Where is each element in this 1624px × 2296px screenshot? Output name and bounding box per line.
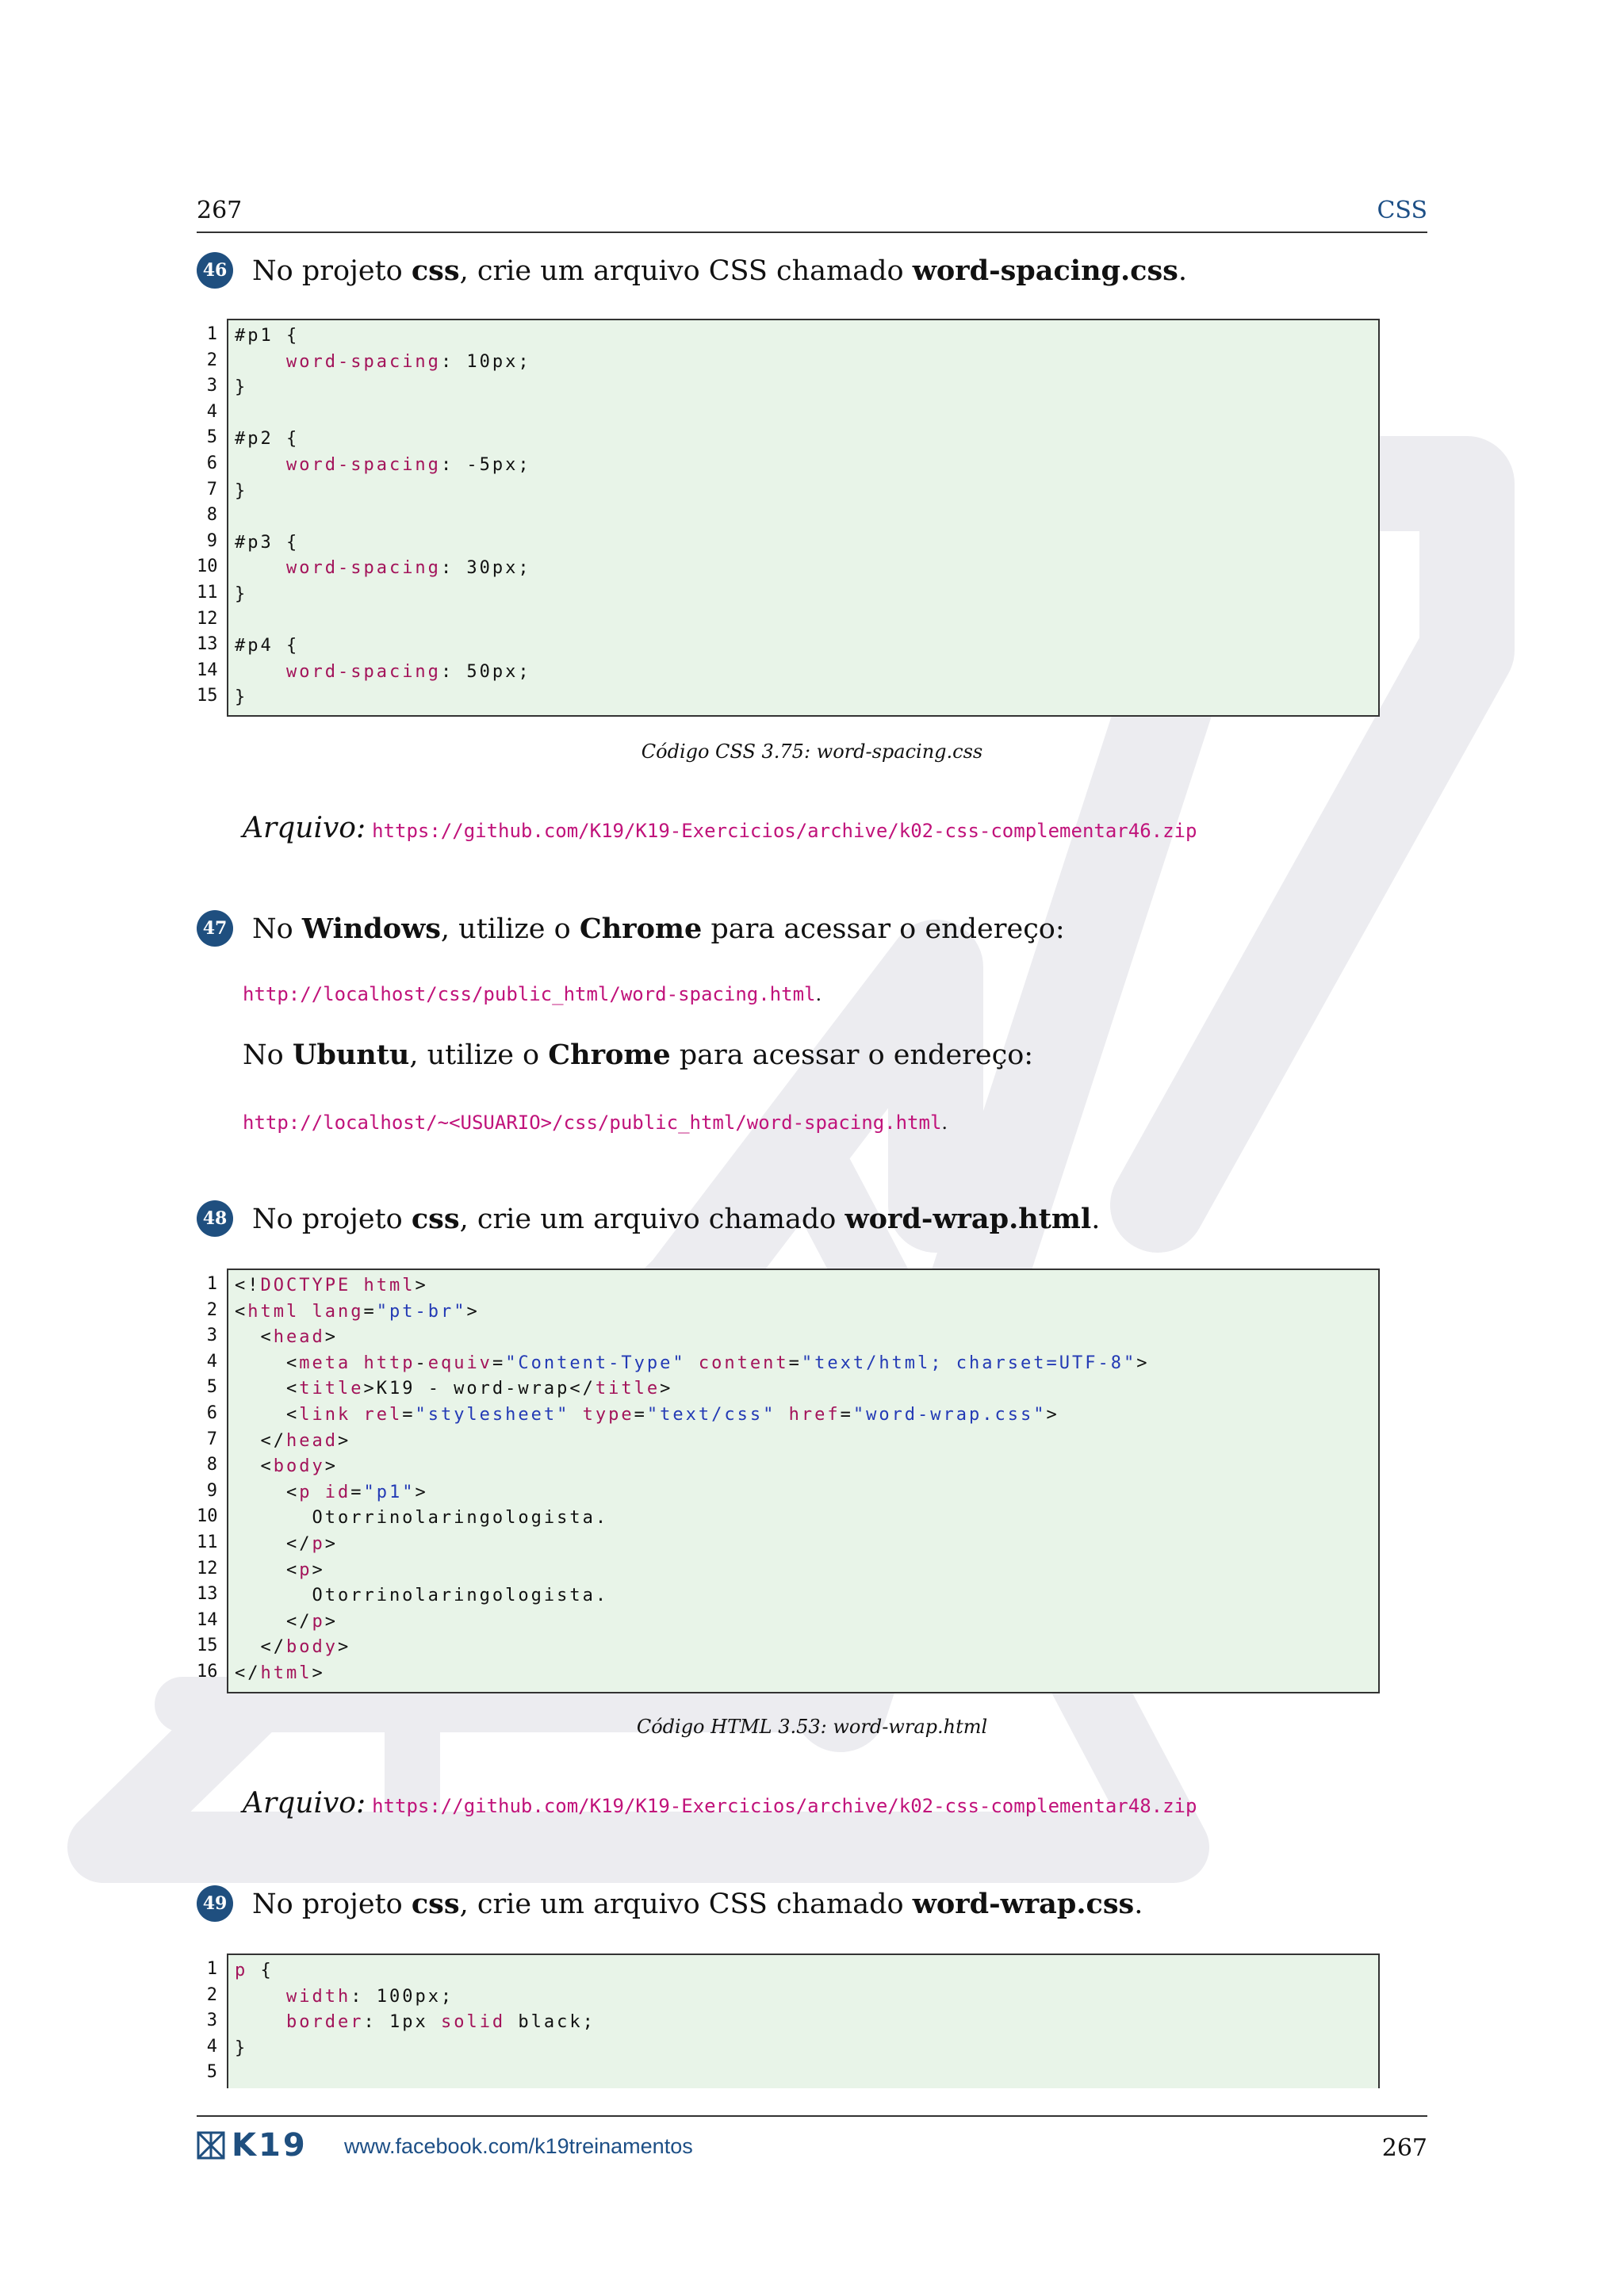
windows-url-link[interactable]: http://localhost/css/public_html/word-spacing.html: [243, 983, 816, 1005]
step-text-bold: word-wrap.html: [845, 1202, 1092, 1235]
code-token: >: [1046, 1404, 1059, 1425]
code-token: =: [492, 1353, 506, 1373]
code-token: >: [337, 1637, 351, 1658]
code-token: title: [595, 1379, 661, 1399]
code-token: [235, 558, 286, 578]
step-text-bold: css: [411, 1202, 460, 1235]
line-number: 4: [206, 1351, 217, 1372]
code-content: [228, 320, 1378, 714]
code-token: head: [285, 1430, 338, 1451]
code-token: =: [788, 1353, 802, 1373]
ubuntu-instruction: [243, 1039, 1033, 1071]
line-number: 3: [206, 2011, 217, 2031]
code-token: p: [235, 1961, 248, 1980]
step-text-bold: css: [411, 1887, 460, 1920]
code-token: p: [312, 1533, 325, 1554]
code-token: >: [415, 1482, 428, 1502]
code-token: <: [235, 1379, 300, 1399]
code-line: [235, 556, 1372, 582]
line-number: 5: [206, 2062, 217, 2083]
code-line: [235, 1532, 1372, 1558]
step-text-bold: Chrome: [548, 1039, 671, 1071]
code-line: [235, 401, 1372, 427]
url-punctuation: .: [815, 983, 822, 1005]
code-token: }: [235, 584, 248, 604]
code-token: <: [235, 1559, 300, 1580]
line-number: 2: [206, 1299, 217, 1320]
line-number: 9: [206, 1480, 217, 1501]
code-line: [235, 504, 1372, 530]
step-text-part: , crie um arquivo CSS chamado: [459, 1888, 913, 1920]
k19-logo-icon: [197, 2131, 225, 2160]
code-line: [235, 1351, 1372, 1377]
code-line: [235, 633, 1372, 660]
line-number: 10: [197, 557, 218, 577]
code-token: <: [235, 1456, 274, 1477]
step-text-part: No projeto: [252, 1203, 412, 1235]
code-caption: Código HTML 3.53: word-wrap.html: [636, 1716, 988, 1738]
code-token: : 100px;: [350, 1986, 454, 2007]
code-line: [235, 1609, 1372, 1636]
code-line: [235, 1984, 1372, 2011]
code-token: >: [415, 1276, 428, 1295]
code-line: [235, 1661, 1372, 1687]
code-token: word-spacing: [285, 454, 441, 475]
step-46: [197, 252, 1187, 289]
code-line: [235, 1558, 1372, 1584]
line-number: 5: [206, 427, 217, 448]
step-text-bold: Chrome: [579, 912, 703, 945]
code-token: "text/css": [646, 1404, 776, 1425]
code-token: [235, 662, 286, 682]
step-47: [197, 910, 1065, 947]
code-token: "p1": [363, 1482, 416, 1502]
code-token: >: [324, 1611, 338, 1632]
code-token: p: [299, 1559, 312, 1580]
line-numbers: [197, 322, 217, 710]
step-48: [197, 1200, 1100, 1237]
code-token: link rel: [299, 1404, 403, 1425]
code-token: type: [582, 1404, 634, 1425]
code-token: >: [324, 1327, 338, 1348]
code-token: "text/html; charset=UTF-8": [801, 1353, 1137, 1373]
code-box: [227, 1269, 1380, 1693]
code-token: =: [363, 1301, 377, 1322]
step-text-part: , crie um arquivo CSS chamado: [459, 254, 913, 287]
ubuntu-url-link[interactable]: http://localhost/~<USUARIO>/css/public_html/word-spacing.html: [243, 1112, 942, 1134]
code-token: >K19 - word-wrap</: [363, 1379, 596, 1399]
line-number: 6: [206, 1402, 217, 1423]
code-line: [235, 1299, 1372, 1326]
code-line: [235, 453, 1372, 479]
header-section-title: CSS: [1377, 197, 1427, 224]
step-text: [252, 913, 1065, 945]
code-line: [235, 350, 1372, 376]
line-number: 14: [197, 660, 218, 680]
code-line: [235, 1454, 1372, 1480]
code-token: : 50px;: [440, 661, 531, 682]
code-token: }: [235, 480, 248, 501]
code-token: : 10px;: [440, 351, 531, 372]
code-token: </: [235, 1533, 312, 1554]
code-line: [235, 2036, 1372, 2062]
step-text-part: .: [1134, 1888, 1143, 1920]
code-token: }: [235, 2038, 248, 2058]
step-text: [252, 1203, 1100, 1235]
code-token: =: [350, 1482, 364, 1502]
code-token: width: [285, 1986, 351, 2007]
line-number: 13: [197, 1584, 218, 1605]
code-token: </: [235, 1611, 312, 1632]
line-number: 1: [206, 324, 217, 344]
step-text-bold: word-spacing.css: [912, 254, 1178, 287]
code-token: </: [235, 1430, 286, 1451]
code-token: [569, 1405, 582, 1425]
code-token: p id: [299, 1482, 351, 1502]
code-token: >: [337, 1430, 351, 1451]
line-number: 13: [197, 634, 218, 655]
step-number-badge: 46: [197, 252, 233, 289]
code-token: >: [324, 1456, 338, 1477]
line-number: 11: [197, 1532, 218, 1552]
line-number: 6: [206, 453, 217, 473]
line-number: 2: [206, 350, 217, 370]
footer-divider: [197, 2115, 1427, 2117]
code-line: [235, 1325, 1372, 1351]
line-number: 3: [206, 376, 217, 396]
windows-url-line: [243, 983, 822, 1005]
code-token: <: [235, 1353, 300, 1373]
code-line: [235, 1429, 1372, 1455]
code-listing-word-wrap-css: [197, 1954, 1380, 2088]
k19-logo: [197, 2127, 308, 2164]
code-token: >: [466, 1301, 480, 1322]
code-listing-word-spacing-css: [197, 319, 1380, 717]
code-token: p: [312, 1611, 325, 1632]
arquivo-link[interactable]: https://github.com/K19/K19-Exercicios/archive/k02-css-complementar46.zip: [372, 820, 1197, 842]
header-divider: [197, 232, 1427, 233]
step-text-bold: Ubuntu: [292, 1039, 410, 1071]
line-number: 7: [206, 479, 217, 499]
line-number: 16: [197, 1661, 218, 1682]
code-line: [235, 1958, 1372, 1984]
line-numbers: [197, 1957, 217, 2086]
code-token: word-spacing: [285, 351, 441, 372]
code-line: [235, 427, 1372, 453]
step-text-part: para acessar o endereço:: [670, 1039, 1034, 1071]
code-token: <!: [235, 1276, 261, 1295]
code-token: [686, 1353, 699, 1373]
code-token: meta http: [299, 1353, 416, 1373]
line-number: 1: [206, 1959, 217, 1979]
code-token: >: [312, 1663, 325, 1683]
line-number: 15: [197, 1636, 218, 1656]
code-token: border: [285, 2012, 364, 2033]
line-number: 2: [206, 1984, 217, 2005]
code-token: content: [698, 1353, 789, 1373]
code-token: "Content-Type": [505, 1353, 686, 1373]
code-token: <: [235, 1327, 274, 1348]
code-token: word-spacing: [285, 661, 441, 682]
line-number: 12: [197, 1558, 218, 1578]
code-line: [235, 530, 1372, 557]
step-text-bold: word-wrap.css: [912, 1887, 1135, 1920]
code-token: black;: [505, 2012, 596, 2033]
step-number-badge: 48: [197, 1200, 233, 1237]
line-number: 12: [197, 608, 218, 629]
code-token: =: [402, 1404, 416, 1425]
step-text: [252, 254, 1187, 287]
code-token: DOCTYPE html: [260, 1276, 416, 1295]
arquivo-line: [243, 1787, 1197, 1820]
code-line: [235, 1506, 1372, 1532]
arquivo-link[interactable]: https://github.com/K19/K19-Exercicios/archive/k02-css-complementar48.zip: [372, 1795, 1197, 1817]
code-token: : 1px: [363, 2012, 441, 2033]
code-token: #p1 {: [235, 326, 300, 346]
code-token: [235, 2012, 286, 2032]
line-number: 9: [206, 530, 217, 551]
code-token: Otorrinolaringologista.: [235, 1508, 609, 1529]
code-token: </: [235, 1637, 286, 1658]
code-line: [235, 582, 1372, 608]
code-line: [235, 1583, 1372, 1609]
step-text-part: No projeto: [252, 1888, 412, 1920]
code-token: =: [840, 1404, 853, 1425]
code-line: [235, 479, 1372, 505]
code-content: [228, 1955, 1378, 2091]
line-number: 7: [206, 1429, 217, 1449]
code-content: [228, 1270, 1378, 1690]
code-token: [235, 1987, 286, 2007]
line-number: 4: [206, 401, 217, 422]
step-number-badge: 47: [197, 910, 233, 947]
code-line: [235, 608, 1372, 634]
line-number: 4: [206, 2036, 217, 2057]
code-line: [235, 2010, 1372, 2036]
code-token: <: [235, 1404, 300, 1425]
line-number: 8: [206, 1455, 217, 1475]
url-punctuation: .: [941, 1112, 948, 1134]
step-text-bold: Windows: [301, 912, 441, 945]
code-token: head: [273, 1327, 325, 1348]
code-token: >: [324, 1533, 338, 1554]
step-text-part: No projeto: [252, 254, 412, 287]
code-token: >: [1136, 1353, 1150, 1373]
footer-facebook-link[interactable]: www.facebook.com/k19treinamentos: [344, 2134, 693, 2158]
code-token: [776, 1405, 788, 1425]
code-token: "stylesheet": [415, 1404, 570, 1425]
code-token: <: [235, 1482, 300, 1502]
code-line: [235, 1635, 1372, 1661]
line-numbers: [197, 1272, 217, 1686]
code-token: -: [415, 1353, 428, 1373]
line-number: 15: [197, 686, 218, 706]
code-token: "pt-br": [376, 1301, 467, 1322]
line-number: 1: [206, 1274, 217, 1294]
step-49: [197, 1885, 1143, 1922]
code-token: >: [660, 1379, 673, 1399]
code-token: body: [285, 1637, 338, 1658]
step-text-part: .: [1091, 1203, 1101, 1235]
code-token: : -5px;: [440, 454, 531, 475]
step-number-badge: 49: [197, 1885, 233, 1922]
line-number: 10: [197, 1506, 218, 1527]
step-text-part: , crie um arquivo chamado: [459, 1203, 845, 1235]
step-text-part: para acessar o endereço:: [702, 913, 1065, 945]
code-line: [235, 1480, 1372, 1506]
step-text-part: .: [1178, 254, 1188, 287]
code-token: }: [235, 377, 248, 398]
code-box: [227, 1954, 1380, 2088]
code-line: [235, 1402, 1372, 1429]
code-box: [227, 319, 1380, 717]
code-token: body: [273, 1456, 325, 1477]
code-line: [235, 660, 1372, 686]
line-number: 8: [206, 505, 217, 526]
code-token: </: [235, 1663, 261, 1683]
code-line: [235, 375, 1372, 401]
line-number: 5: [206, 1377, 217, 1398]
code-token: }: [235, 687, 248, 708]
line-number: 11: [197, 582, 218, 603]
code-token: "word-wrap.css": [852, 1404, 1047, 1425]
code-token: #p3 {: [235, 532, 300, 553]
step-text-bold: css: [411, 254, 460, 287]
code-listing-word-wrap-html: [197, 1269, 1380, 1693]
code-token: {: [247, 1961, 274, 1980]
code-token: >: [312, 1559, 325, 1580]
step-text-part: , utilize o: [440, 913, 580, 945]
code-token: : 30px;: [440, 558, 531, 579]
code-line: [235, 1273, 1372, 1299]
step-text-part: No: [252, 913, 302, 945]
code-line: [235, 685, 1372, 711]
line-number: 14: [197, 1609, 218, 1630]
code-token: #p4 {: [235, 636, 300, 656]
code-token: solid: [440, 2012, 506, 2033]
ubuntu-url-line: [243, 1112, 948, 1134]
code-token: [235, 352, 286, 372]
code-caption: Código CSS 3.75: word-spacing.css: [641, 740, 983, 763]
step-text-part: , utilize o: [409, 1039, 549, 1071]
code-token: Otorrinolaringologista.: [235, 1586, 609, 1606]
arquivo-label: Arquivo:: [243, 812, 366, 844]
code-token: word-spacing: [285, 558, 441, 579]
code-token: html: [260, 1663, 312, 1683]
arquivo-line: [243, 812, 1197, 844]
code-token: =: [634, 1404, 647, 1425]
code-token: href: [788, 1404, 841, 1425]
code-token: title: [299, 1379, 364, 1399]
arquivo-label: Arquivo:: [243, 1787, 366, 1820]
footer-page-number: 267: [1381, 2134, 1427, 2162]
code-token: [235, 455, 286, 475]
code-line: [235, 323, 1372, 350]
code-token: html lang: [247, 1301, 364, 1322]
code-line: [235, 2061, 1372, 2087]
code-token: <: [235, 1301, 248, 1322]
code-token: equiv: [427, 1353, 492, 1373]
code-line: [235, 1376, 1372, 1402]
k19-logo-text: K19: [232, 2127, 308, 2164]
code-token: #p2 {: [235, 429, 300, 450]
line-number: 3: [206, 1326, 217, 1346]
step-text: [252, 1888, 1143, 1920]
step-text-part: No: [243, 1039, 293, 1071]
header-page-number: 267: [197, 197, 243, 224]
